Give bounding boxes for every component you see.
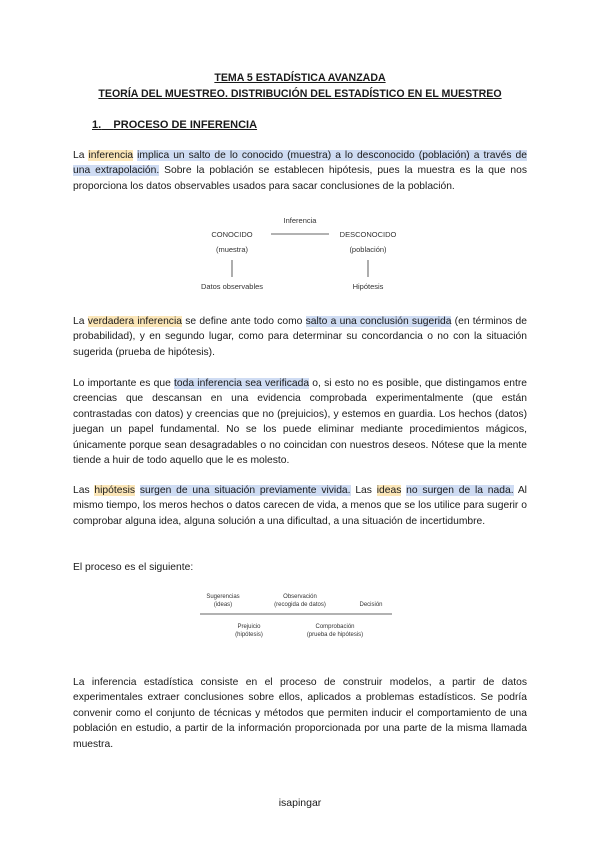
text: Lo importante es que [73,378,175,389]
highlight-salto: implica un salto de lo conocido (muestra) a lo desconocido (población) a través de una extrapolación. [73,150,527,177]
highlight-hipotesis: hipótesis [94,485,136,496]
document-title: TEMA 5 ESTADÍSTICA AVANZADA [214,72,386,84]
highlight-verdadera: verdadera inferencia [87,316,182,327]
process-comprobacion: Comprobación [315,624,355,630]
diagram-label-datos: Datos observables [200,282,264,291]
diagram-label-poblacion: (población) [349,245,387,254]
diagram-label-hipotesis: Hipótesis [352,282,384,291]
paragraph-5: El proceso es el siguiente: [73,562,194,573]
text: (en términos de probabilidad), y en segundo lugar, como para determinar su concordancia o no con la situación sugerida (prueba de hipótesis). [73,316,527,358]
section-number: 1. [92,119,102,131]
process-prueba: (prueba de hipótesis) [306,632,364,638]
process-sugerencias: Sugerencias [206,594,240,600]
text: Las [73,485,95,496]
highlight-surgen: surgen de una situación previamente vivida. [139,485,351,496]
highlight-ideas: ideas [376,485,402,496]
highlight-verificada: toda inferencia sea verificada [174,378,310,389]
process-recogida: (recogida de datos) [274,602,326,608]
text: Al mismo tiempo, los meros hechos o datos carecen de vida, a menos que se los utilice para sugerir o comprobar alguna idea, alguna solución a una dificultad, a una situación de incertidumbre. [73,485,527,527]
diagram-label-muestra: (muestra) [215,245,249,254]
section-title: PROCESO DE INFERENCIA [113,119,258,131]
process-decision: Decisión [359,602,383,608]
paragraph-6: La inferencia estadística consiste en el proceso de construir modelos, a partir de datos experimentales extraer conclusiones sobre ellos, aplicados a problemas estadísticos. Se podría convenir como el conjunto de técnicas y métodos que permiten inducir el comportamiento de una población en estudio, a partir de la información proporcionada por una parte de la misma llamada muestra. [73,677,527,750]
diagram-label-inferencia: Inferencia [283,216,317,225]
page-footer: isapingar [278,797,322,809]
process-hipotesis: (hipótesis) [235,632,263,638]
process-ideas: (ideas) [213,602,233,608]
text: Las [350,485,377,496]
text: La [73,150,89,161]
text: se define ante todo como [181,316,306,327]
text: o, si esto no es posible, que distingamos entre creencias que descansan en una evidencia comprobada experimentalmente (que están contrastadas con datos) y creencias que no (prejuicios), y estemos en guardia. Los hechos (datos) juegan un papel fundamental. No se los puede eliminar mediante procedimientos mágicos, únicamente porque sean desagradables o no coincidan con nuestros deseos. Nótese que la mente tiende a huir de todo aquello que le es molesto. [73,378,527,467]
text: Sobre la población se establecen hipótesis, pues la muestra es la que nos proporciona los datos observables usados para sacar conclusiones de la población. [73,165,527,192]
process-observacion: Observación [283,594,317,600]
diagram-label-conocido: CONOCIDO [211,230,253,239]
diagram-label-desconocido: DESCONOCIDO [339,230,397,239]
document-subtitle: TEORÍA DEL MUESTREO. DISTRIBUCIÓN DEL ESTADÍSTICO EN EL MUESTREO [98,88,502,100]
process-prejuicio: Prejuicio [237,624,261,630]
highlight-inferencia: inferencia [88,150,134,161]
highlight-nada: no surgen de la nada. [406,485,514,496]
highlight-conclusion: salto a una conclusión sugerida [305,316,452,327]
text: La [73,316,88,327]
